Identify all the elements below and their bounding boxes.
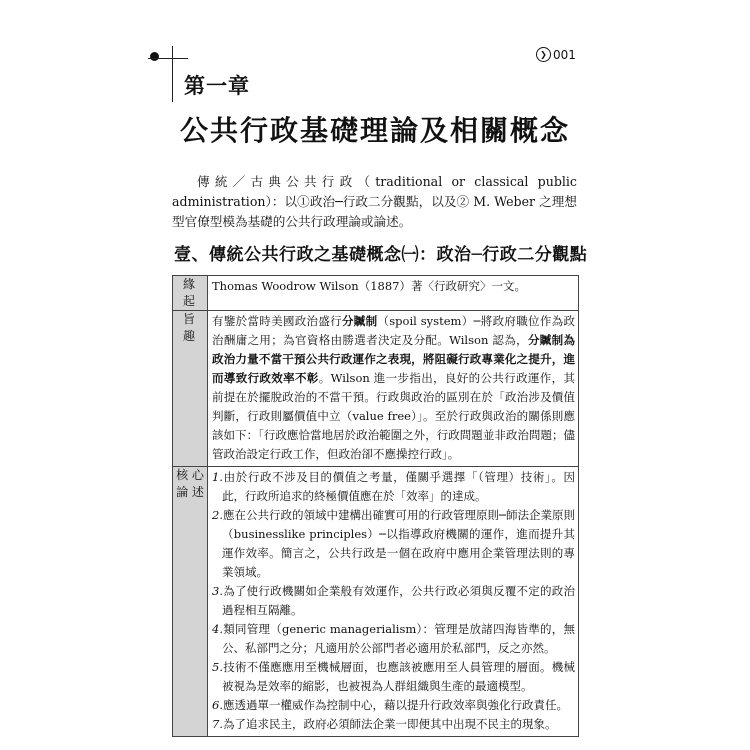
list-item: 5.技術不僅應應用至機械層面，也應該被應用至人員管理的層面。機械被視為是效率的縮影，也被視為人群組織與生產的最適模型。 [212, 660, 575, 693]
list-item: 1.由於行政不涉及目的價值之考量，僅關乎選擇「（管理）技術」。因此，行政所追求的終極價值應在於「效率」的達成。 [212, 470, 575, 503]
row-label-core: 核 心 論 述 [173, 467, 208, 737]
table-row-purpose [173, 311, 579, 467]
core-points-list [212, 468, 575, 734]
row-label-origin: 緣 起 [173, 276, 208, 311]
page-number-text: 001 [553, 47, 576, 62]
list-item: 7.為了追求民主，政府必須師法企業一即便其中出現不民主的現象。 [212, 717, 557, 731]
list-item: 6.應透過單一權威作為控制中心，藉以提升行政效率與強化行政責任。 [212, 698, 568, 712]
table-row-origin [173, 276, 579, 311]
crop-mark-vertical [172, 46, 173, 102]
page-title: 公共行政基礎理論及相關概念 [179, 114, 570, 147]
concept-table [172, 275, 579, 737]
row-content-core [208, 467, 579, 737]
list-item: 2.應在公共行政的領域中建構出確實可用的行政管理原則─師法企業原則（businesslike principles）─以指導政府機關的運作，進而提升其運作效率。簡言之，公共行政是一個在政府中應用企業管理法則的專業領域。 [212, 508, 575, 579]
list-item: 3.為了使行政機關如企業般有效運作，公共行政必須與反覆不定的政治過程相互隔離。 [212, 584, 575, 617]
chapter-label: 第一章 [184, 73, 250, 98]
crop-mark-horizontal [148, 58, 188, 59]
intro-text: 傳統／古典公共行政（traditional or classical public administration）：以①政治─行政二分觀點，以及② M. Weber 之理想型官僚型模為基礎的公共行政理論或論述。 [172, 174, 577, 229]
row-label-purpose: 旨 趣 [173, 311, 208, 467]
section-heading: 壹、傳統公共行政之基礎概念㈠：政治─行政二分觀點 [174, 245, 588, 265]
intro-paragraph [172, 172, 577, 232]
page-number [536, 47, 576, 62]
row-content-origin: Thomas Woodrow Wilson（1887）著〈行政研究〉一文。 [208, 276, 579, 311]
chevron-right-circle-icon: ❯ [536, 47, 551, 62]
table-row-core [173, 467, 579, 737]
crop-mark-dot [150, 52, 159, 61]
row-content-purpose: 有鑒於當時美國政治盛行分贓制（spoil system）─將政府職位作為政治酬庸之用；為官資格由勝選者決定及分配。Wilson 認為，分贓制為政治力量不當干預公共行政運作之表現，將阻礙行政專業化之提升，進而導致行政效率不彰。Wilson 進一步指出，良好的公共行政運作，其前提在於擺脫政治的不當干預。行政與政治的區別在於「政治涉及價值判斷，行政則屬價值中立（value free）」。至於行政與政治的關係則應該如下：「行政應恰當地居於政治範圍之外，行政問題並非政治問題；儘管政治設定行政工作，但政治卻不應操控行政」。 [208, 311, 579, 467]
list-item: 4.類同管理（generic managerialism）：管理是放諸四海皆準的，無公、私部門之分；凡適用於公部門者必適用於私部門，反之亦然。 [212, 622, 575, 655]
